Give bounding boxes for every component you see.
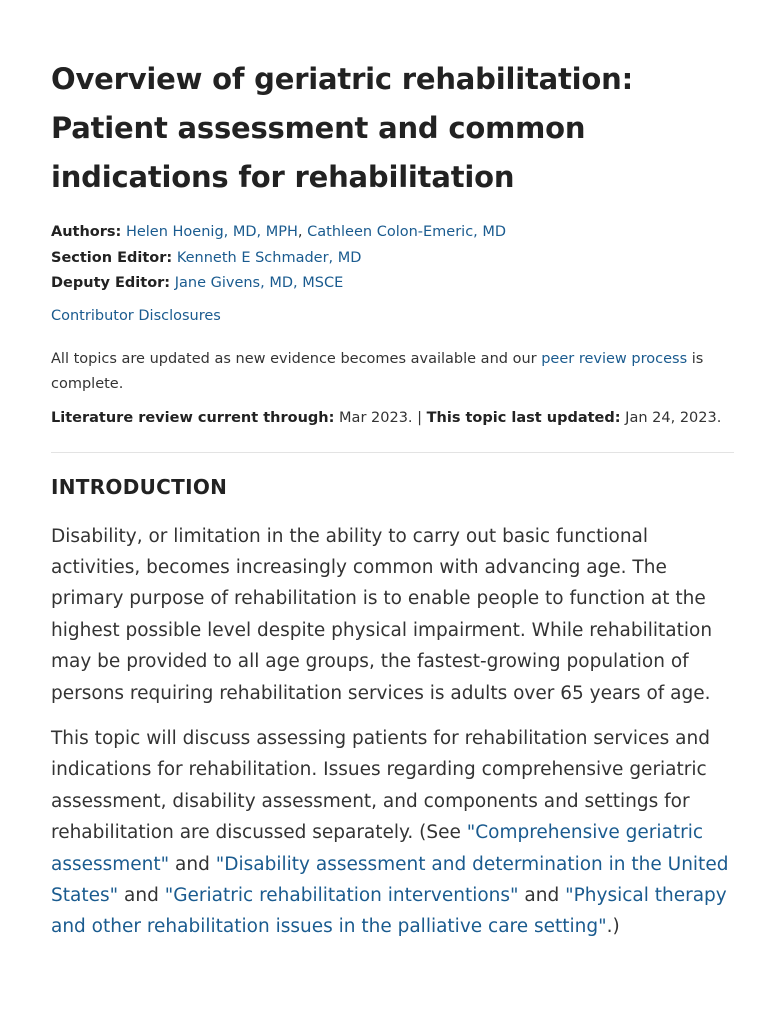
deputy-editor-row [51, 271, 734, 297]
section-editor-link[interactable]: Kenneth E Schmader, MD [176, 249, 362, 266]
introduction-paragraph-1: Disability, or limitation in the ability to carry out basic functional activities, becomes increasingly common with advancing age. The primary purpose of rehabilitation is to enable people to function at the highest possible level despite physical impairment. While rehabilitation may be provided to all age groups, the fastest-growing population of persons requiring rehabilitation services is adults over 65 years of age. [51, 525, 713, 704]
authors-separator: , [297, 224, 308, 240]
contributor-disclosures-link[interactable]: Contributor Disclosures [51, 307, 221, 324]
update-note-text: All topics are updated as new evidence becomes available and our [51, 350, 542, 367]
update-note [51, 347, 734, 397]
article-title: Overview of geriatric rehabilitation: Patient assessment and common indications for rehabilitation [51, 62, 633, 194]
paragraph-2-end: .) [606, 916, 620, 938]
author-link-colon-emeric[interactable]: Cathleen Colon-Emeric, MD [307, 224, 507, 240]
deputy-editor-label: Deputy Editor: [51, 275, 171, 291]
conjunction-and-2: and [118, 884, 165, 906]
conjunction-and-3: and [518, 884, 566, 906]
article-metadata [51, 220, 734, 297]
section-editor-label: Section Editor: [51, 249, 173, 266]
update-note-end: is complete. [51, 350, 704, 392]
deputy-editor-link[interactable]: Jane Givens, MD, MSCE [174, 275, 344, 291]
introduction-heading: INTRODUCTION [51, 474, 228, 499]
authors-row [51, 220, 734, 246]
disability-assessment-link[interactable]: "Disability assessment and determination in the United States" [51, 853, 729, 906]
physical-therapy-palliative-care-link[interactable]: "Physical therapy and other rehabilitation issues in the palliative care setting" [51, 884, 727, 938]
paragraph-2-text: This topic will discuss assessing patients for rehabilitation services and indications for rehabilitation. Issues regarding comprehensive geriatric assessment, disability assessment, and components and settings for rehabilitation are discussed separately. (See [51, 727, 710, 844]
review-dates [51, 407, 734, 429]
last-updated-date: Jan 24, 2023. [620, 409, 722, 426]
section-editor-row [51, 246, 734, 272]
author-link-hoenig[interactable]: Helen Hoenig, MD, MPH [125, 224, 298, 240]
section-divider [51, 452, 734, 453]
literature-review-label: Literature review current through: [51, 409, 335, 426]
review-separator: | [412, 409, 427, 426]
authors-label: Authors: [51, 224, 122, 240]
comprehensive-geriatric-assessment-link[interactable]: "Comprehensive geriatric assessment" [51, 822, 704, 875]
literature-review-date: Mar 2023. [334, 409, 413, 426]
conjunction-and-1: and [169, 853, 216, 875]
introduction-paragraph-2 [51, 723, 734, 943]
geriatric-rehabilitation-interventions-link[interactable]: "Geriatric rehabilitation interventions" [164, 884, 519, 906]
peer-review-process-link[interactable]: peer review process [541, 350, 688, 367]
last-updated-label: This topic last updated: [426, 409, 621, 426]
